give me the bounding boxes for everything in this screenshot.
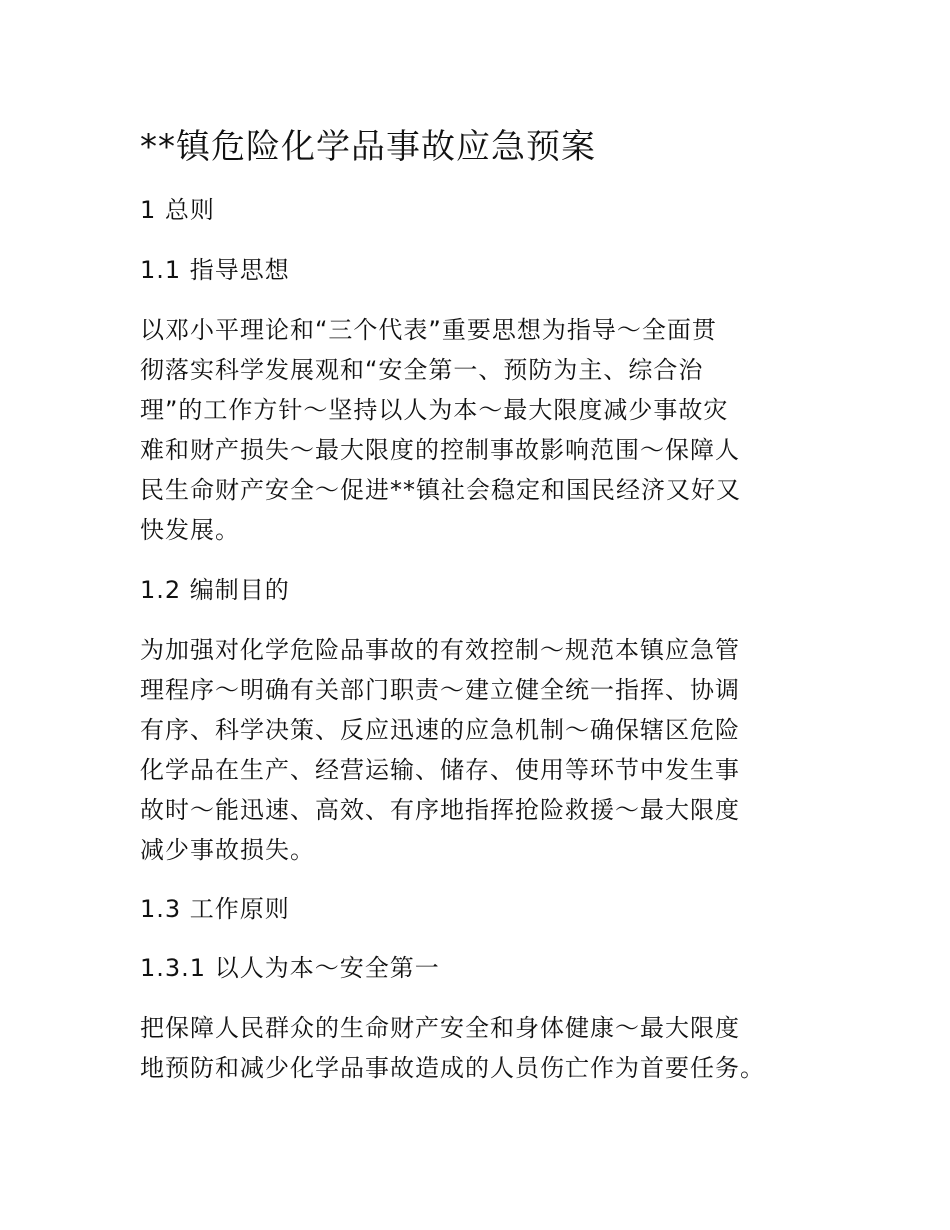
- section-heading-1-3-1: 1.3.1 以人为本～安全第一: [140, 954, 440, 982]
- section-heading-1-1: 1.1 指导思想: [140, 256, 290, 284]
- section-heading-1-2: 1.2 编制目的: [140, 576, 290, 604]
- paragraph-line: 化学品在生产、经营运输、储存、使用等环节中发生事: [140, 756, 740, 784]
- paragraph-line: 理”的工作方针～坚持以人为本～最大限度减少事故灾: [140, 396, 729, 424]
- paragraph-line: 快发展。: [140, 516, 240, 544]
- section-heading-1-3: 1.3 工作原则: [140, 895, 290, 923]
- paragraph-line: 民生命财产安全～促进**镇社会稳定和国民经济又好又: [140, 476, 741, 504]
- paragraph-line: 减少事故损失。: [140, 836, 315, 864]
- paragraph-line: 为加强对化学危险品事故的有效控制～规范本镇应急管: [140, 636, 740, 664]
- paragraph-line: 地预防和减少化学品事故造成的人员伤亡作为首要任务。: [140, 1054, 765, 1082]
- paragraph-line: 有序、科学决策、反应迅速的应急机制～确保辖区危险: [140, 716, 740, 744]
- paragraph-line: 彻落实科学发展观和“安全第一、预防为主、综合治: [140, 356, 704, 384]
- paragraph-line: 难和财产损失～最大限度的控制事故影响范围～保障人: [140, 436, 740, 464]
- document-title: **镇危险化学品事故应急预案: [140, 127, 596, 167]
- paragraph-guiding-ideology: [140, 310, 741, 550]
- paragraph-purpose: [140, 630, 740, 870]
- paragraph-line: 理程序～明确有关部门职责～建立健全统一指挥、协调: [140, 676, 740, 704]
- section-heading-1: 1 总则: [140, 196, 215, 224]
- paragraph-people-first: [140, 1008, 765, 1088]
- paragraph-line: 以邓小平理论和“三个代表”重要思想为指导～全面贯: [140, 316, 717, 344]
- paragraph-line: 把保障人民群众的生命财产安全和身体健康～最大限度: [140, 1014, 740, 1042]
- paragraph-line: 故时～能迅速、高效、有序地指挥抢险救援～最大限度: [140, 796, 740, 824]
